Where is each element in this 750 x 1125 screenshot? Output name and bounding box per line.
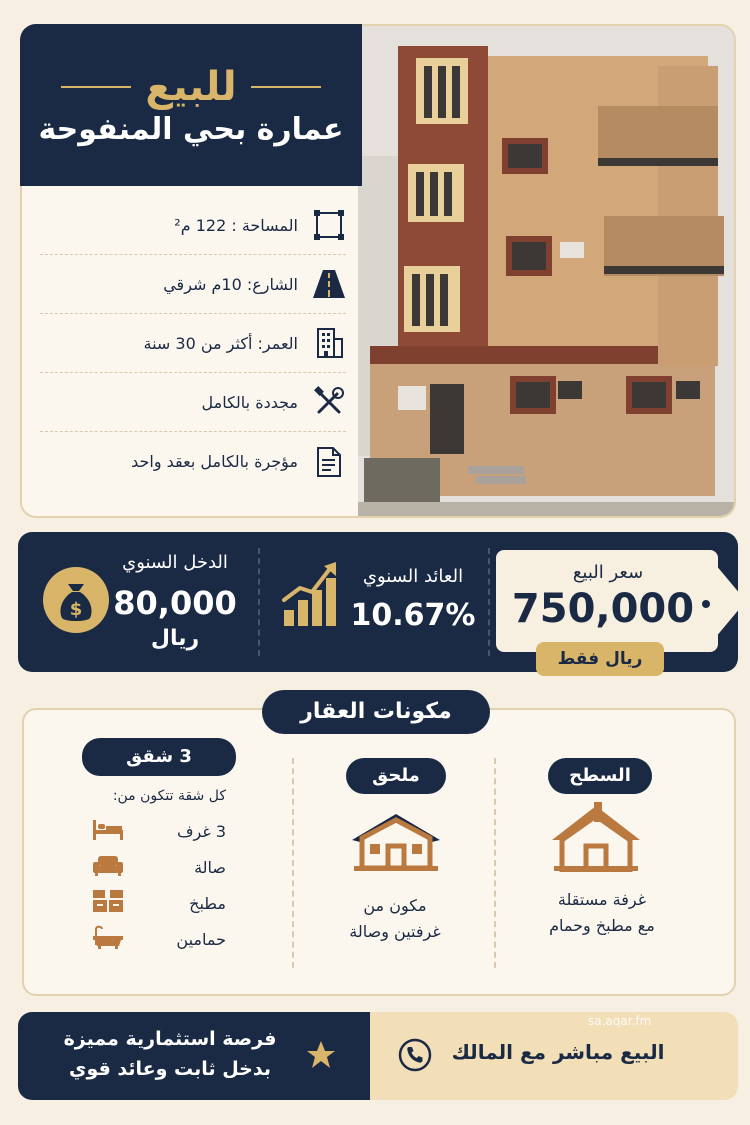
apartments-label: 3 شقق <box>82 738 236 776</box>
phone-icon <box>398 1038 432 1076</box>
apartments-intro: كل شقة تتكون من: <box>112 788 226 804</box>
list-item <box>92 888 226 918</box>
yield-value: 10.67% <box>350 598 476 633</box>
list-item <box>92 816 226 846</box>
list-item-label: 3 غرف <box>176 821 226 841</box>
feature-street <box>40 255 346 314</box>
price-label: سعر البيع <box>572 562 644 583</box>
income-value: 80,000 <box>113 584 237 622</box>
list-item-label: حمامين <box>176 929 226 949</box>
income-unit: ريال <box>150 626 200 651</box>
feature-text: الشارع: 10م شرقي <box>163 274 298 294</box>
decorative-line <box>251 86 321 88</box>
list-item <box>92 924 226 954</box>
feature-renovated <box>40 373 346 432</box>
roof-desc-line2: مع مطبخ وحمام <box>549 916 655 935</box>
investment-line2: بدخل ثابت وعائد قوي <box>69 1058 271 1080</box>
bath-icon <box>92 925 124 953</box>
building-photo <box>358 26 734 516</box>
growth-chart-icon <box>282 560 338 632</box>
area-icon <box>312 208 346 242</box>
price-value: 750,000 <box>511 586 695 632</box>
divider <box>488 548 490 656</box>
feature-area <box>40 196 346 255</box>
investment-line1: فرصة استثمارية مميزة <box>63 1028 277 1050</box>
feature-text: العمر: أكثر من 30 سنة <box>143 333 298 353</box>
star-icon <box>306 1040 336 1074</box>
roof-desc-line1: غرفة مستقلة <box>557 890 647 909</box>
annex-label: ملحق <box>346 758 446 794</box>
feature-age <box>40 314 346 373</box>
annex-desc-line2: غرفتين وصالة <box>349 922 441 941</box>
decorative-line <box>61 86 131 88</box>
tools-icon <box>312 385 346 419</box>
building-icon <box>312 326 346 360</box>
sofa-icon <box>92 854 124 880</box>
page-title: عمارة بحي المنفوحة <box>38 111 344 147</box>
annex-desc-line1: مكون من <box>363 896 427 915</box>
divider <box>292 758 294 968</box>
road-icon <box>312 267 346 301</box>
bed-icon <box>92 818 124 844</box>
list-item-label: صالة <box>194 857 226 877</box>
sale-heading-row <box>61 64 320 110</box>
roof-label: السطح <box>548 758 652 794</box>
divider <box>494 758 496 968</box>
yield-label: العائد السنوي <box>362 566 464 587</box>
house-icon <box>550 802 642 876</box>
annex-house-icon <box>350 812 442 876</box>
owner-sale-text: البيع مباشر مع المالك <box>451 1040 665 1064</box>
features-list <box>40 196 346 491</box>
components-title: مكونات العقار <box>262 690 490 734</box>
income-label: الدخل السنوي <box>122 552 228 573</box>
title-panel <box>20 24 362 186</box>
price-tag-hole <box>702 600 710 608</box>
divider <box>258 548 260 656</box>
money-bag-icon <box>42 566 110 638</box>
svg-text:$: $ <box>69 599 83 620</box>
watermark: sa.aqar.fm <box>588 1014 652 1028</box>
list-item <box>92 852 226 882</box>
feature-leased <box>40 432 346 491</box>
list-item-label: مطبخ <box>189 893 226 913</box>
feature-text: المساحة : 122 م² <box>174 215 298 235</box>
investment-text <box>40 1024 300 1084</box>
document-icon <box>312 445 346 479</box>
feature-text: مجددة بالكامل <box>201 392 298 412</box>
apartment-features <box>92 816 226 954</box>
kitchen-icon <box>92 889 124 917</box>
price-currency-badge: ريال فقط <box>536 642 664 676</box>
feature-text: مؤجرة بالكامل بعقد واحد <box>131 452 298 471</box>
sale-label: للبيع <box>145 63 237 110</box>
